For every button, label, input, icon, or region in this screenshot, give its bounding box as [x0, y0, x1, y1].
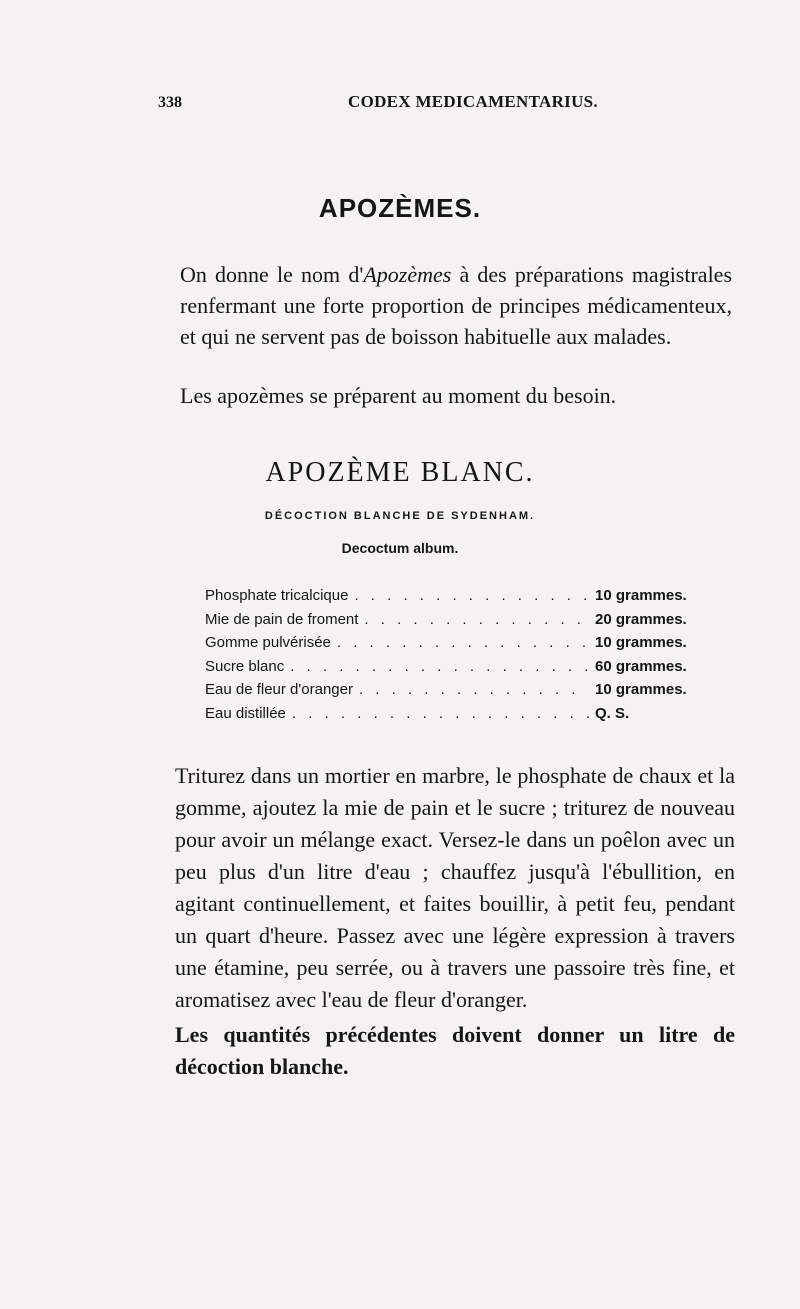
ingredient-name: Eau de fleur d'oranger — [205, 681, 353, 698]
ingredient-row — [205, 705, 705, 729]
ingredient-row — [205, 658, 705, 682]
ingredient-name: Phosphate tricalcique — [205, 587, 349, 604]
intro-paragraph-2: Les apozèmes se préparent au moment du besoin. — [180, 383, 617, 408]
dot-leader — [354, 587, 589, 604]
ingredient-name: Eau distillée — [205, 704, 286, 722]
ingredient-quantity: Q. S. — [595, 704, 630, 722]
ingredient-row — [205, 587, 705, 611]
running-head: CODEX MEDICAMENTARIUS. — [348, 92, 598, 111]
ingredient-quantity: 20 grammes. — [595, 610, 687, 628]
recipe-subtitle: DÉCOCTION BLANCHE DE SYDENHAM. — [264, 510, 536, 522]
ingredient-quantity: 10 grammes. — [595, 634, 687, 651]
dot-leader — [364, 611, 589, 628]
ingredient-quantity: 10 grammes. — [595, 587, 687, 604]
intro-paragraph — [180, 259, 732, 352]
ingredient-quantity: 60 grammes. — [595, 657, 687, 675]
ingredient-row — [205, 681, 705, 705]
ingredient-name: Sucre blanc — [205, 657, 285, 675]
intro-text-start: On donne le nom d' — [180, 262, 364, 287]
ingredient-name: Mie de pain de froment — [205, 610, 359, 628]
recipe-latin-name: Decoctum album. — [341, 540, 459, 556]
dot-leader — [359, 681, 589, 698]
ingredient-name: Gomme pulvérisée — [205, 634, 331, 651]
recipe-title: APOZÈME BLANC. — [265, 457, 535, 488]
ingredient-row — [205, 611, 705, 635]
intro-text-end: à des préparations magistrales renfermant une forte proportion de principes médicamenteux, et qui ne servent pas de boisson habituelle aux malades. — [180, 262, 733, 349]
dot-leader — [290, 658, 589, 675]
dot-leader — [337, 634, 589, 651]
section-title: APOZÈMES. — [318, 193, 482, 223]
conclusion-paragraph: Les quantités précédentes doivent donner un litre de décoction blanche. — [175, 1022, 735, 1079]
page-header — [158, 92, 748, 116]
method-paragraph: Triturez dans un mortier en marbre, le phosphate de chaux et la gomme, ajoutez la mie de pain et le sucre ; triturez de nouveau pour avoir un mélange exact. Versez-le dans un poêlon avec un peu plus d'un litre d'eau ; chauffez jusqu'à l'ébullition, en agitant continuellement, et faites bouillir, à petit feu, pendant un quart d'heure. Passez avec une légère expression à travers une étamine, peu serrée, ou à travers une passoire très fine, et aromatisez avec l'eau de fleur d'oranger. — [175, 763, 735, 1012]
ingredient-list — [205, 587, 705, 728]
ingredient-row — [205, 634, 705, 658]
ingredient-quantity: 10 grammes. — [595, 681, 687, 698]
dot-leader — [292, 705, 589, 722]
intro-term: Apozèmes — [363, 262, 452, 287]
page-number: 338 — [158, 94, 182, 111]
